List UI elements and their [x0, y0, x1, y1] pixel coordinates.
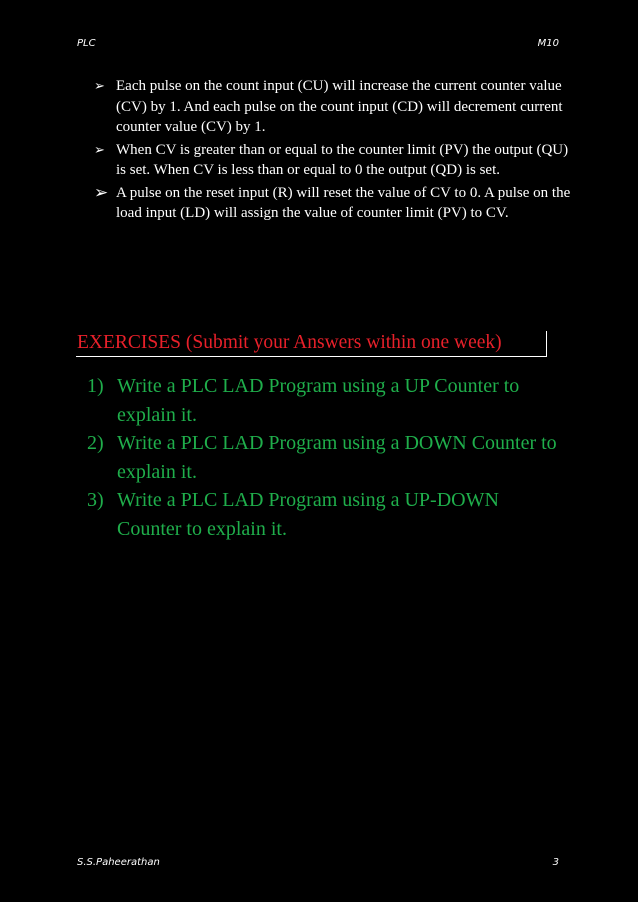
bullet-item: [94, 76, 574, 138]
bullet-list: [94, 76, 574, 226]
footer-author: S.S.Paheerathan: [77, 857, 160, 868]
exercise-item: [87, 429, 567, 486]
header-title: PLC: [77, 38, 96, 49]
bullet-text: When CV is greater than or equal to the counter limit (PV) the output (QU) is set. When CV is less than or equal to 0 the output (QD) is set.: [116, 141, 569, 178]
page-number: 3: [552, 857, 559, 868]
exercise-list: [87, 372, 567, 543]
header-module-code: M10: [537, 38, 559, 49]
exercise-text: Write a PLC LAD Program using a UP-DOWN Counter to explain it.: [117, 489, 499, 540]
exercise-item: [87, 486, 567, 543]
exercise-number: 2): [87, 432, 104, 454]
bullet-text: Each pulse on the count input (CU) will increase the current counter value (CV) by 1. And each pulse on the count input (CD) will decrement current counter value (CV) by 1.: [116, 78, 563, 135]
exercise-item: [87, 372, 567, 429]
exercise-number: 3): [87, 489, 104, 511]
bullet-item: [94, 140, 574, 181]
exercise-number: 1): [87, 375, 104, 397]
arrow-bullet-icon: ➢: [94, 182, 109, 202]
exercise-text: Write a PLC LAD Program using a UP Counter to explain it.: [117, 375, 520, 426]
bullet-text: A pulse on the reset input (R) will reset the value of CV to 0. A pulse on the load input (LD) will assign the value of counter limit (PV) to CV.: [116, 184, 571, 221]
arrow-bullet-icon: ➢: [94, 141, 105, 157]
exercise-text: Write a PLC LAD Program using a DOWN Counter to explain it.: [117, 432, 557, 483]
bullet-item: [94, 183, 574, 224]
exercises-heading: EXERCISES (Submit your Answers within one week): [77, 332, 502, 353]
arrow-bullet-icon: ➢: [94, 78, 105, 93]
